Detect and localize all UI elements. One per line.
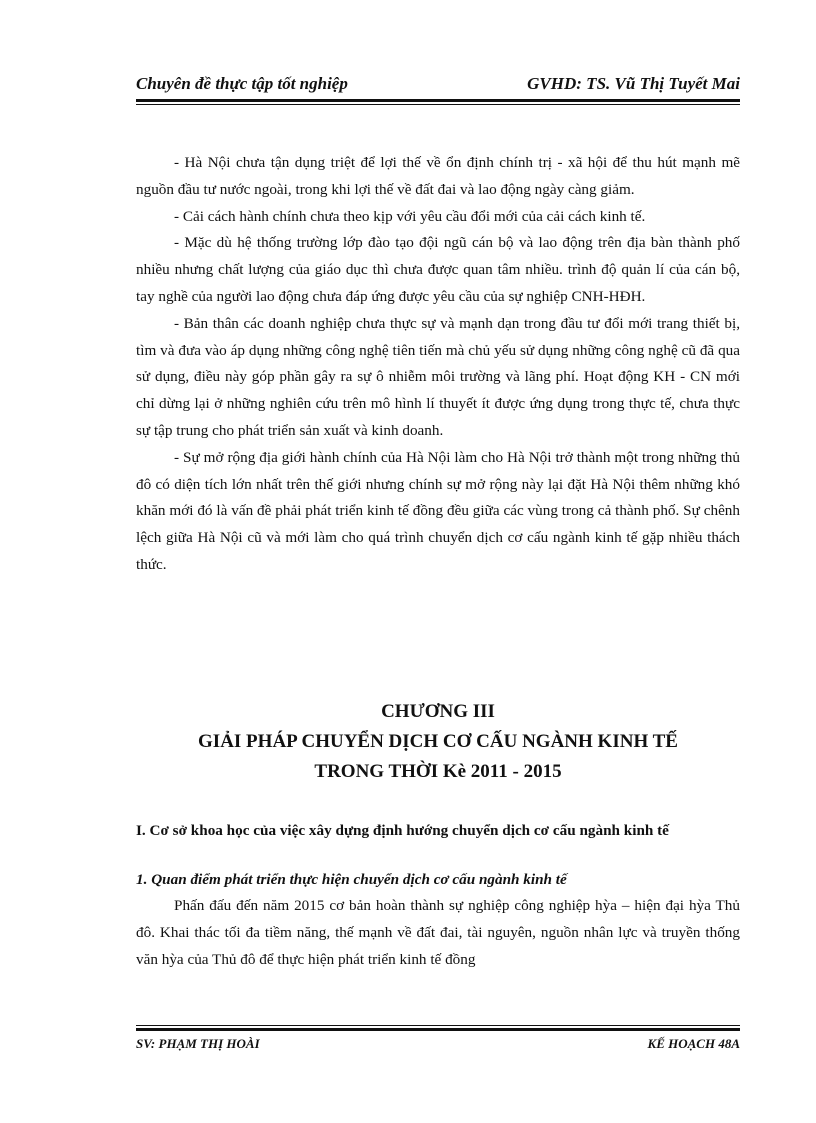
page-header [136, 74, 740, 94]
header-rule-thick [136, 99, 740, 102]
body-text [136, 150, 740, 579]
footer-student: SV: PHẠM THỊ HOÀI [136, 1036, 260, 1051]
chapter-heading [136, 697, 740, 787]
header-right-advisor: GVHD: TS. Vũ Thị Tuyết Mai [527, 74, 740, 93]
section-heading-I: I. Cơ sở khoa học của việc xây dựng định hướng chuyển dịch cơ cấu ngành kinh tế [136, 822, 669, 839]
paragraph-4: - Bản thân các doanh nghiệp chưa thực sự và mạnh dạn trong đầu tư đổi mới trang thiết bị, tìm và đưa vào áp dụng những công nghệ tiên tiến mà chủ yếu sử dụng những công nghệ cũ đã qua sử dụng, điều này góp phần gây ra sự ô nhiễm môi trường và lãng phí. Hoạt động KH - CN mới chỉ dừng lại ở những nghiên cứu trên mô hình lí thuyết ít được ứng dụng trong thực tế, chưa thực sự tập trung cho phát triển sản xuất và kinh doanh. [136, 314, 740, 439]
footer-class: KẾ HOẠCH 48A [647, 1036, 740, 1051]
paragraph-5: - Sự mở rộng địa giới hành chính của Hà Nội làm cho Hà Nội trở thành một trong những thủ đô có diện tích lớn nhất trên thế giới nhưng chính sự mở rộng này lại đặt Hà Nội thêm những khó khăn mới đó là vấn đề phải phát triển kinh tế đồng đều giữa các vùng trong cả thành phố. Sự chênh lệch giữa Hà Nội cũ và mới làm cho quá trình chuyển dịch cơ cấu ngành kinh tế gặp nhiều thách thức. [136, 448, 740, 573]
header-rule-thin [136, 104, 740, 105]
header-left-title: Chuyên đề thực tập tốt nghiệp [136, 74, 348, 93]
paragraph-2: - Cải cách hành chính chưa theo kịp với yêu cầu đổi mới của cải cách kinh tế. [174, 207, 646, 225]
subsection-heading-1: 1. Quan điểm phát triển thực hiện chuyển dịch cơ cấu ngành kinh tế [136, 871, 567, 888]
chapter-title-line2: TRONG THỜI Kè 2011 - 2015 [314, 761, 562, 782]
footer-rule-thin [136, 1025, 740, 1026]
paragraph-1: - Hà Nội chưa tận dụng triệt để lợi thế về ổn định chính trị - xã hội để thu hút mạnh mẽ nguồn đầu tư nước ngoài, trong khi lợi thế về đất đai và lao động ngày càng giảm. [136, 154, 740, 198]
paragraph-3: - Mặc dù hệ thống trường lớp đào tạo đội ngũ cán bộ và lao động trên địa bàn thành phố nhiều nhưng chất lượng của giáo dục thì chưa được quan tâm nhiều. trình độ quản lí của cán bộ, tay nghề của người lao động chưa đáp ứng được yêu cầu của sự nghiệp CNH-HĐH. [136, 234, 740, 305]
footer-rule-thick [136, 1028, 740, 1031]
page-footer [136, 1036, 740, 1052]
subsection-body [136, 893, 740, 973]
chapter-title-line1: GIẢI PHÁP CHUYỂN DỊCH CƠ CẤU NGÀNH KINH TẾ [198, 731, 678, 752]
subsection-paragraph: Phấn đấu đến năm 2015 cơ bản hoàn thành sự nghiệp công nghiệp hỳa – hiện đại hỳa Thủ đô. Khai thác tối đa tiềm năng, thế mạnh về đất đai, tài nguyên, nguồn nhân lực và truyền thống văn hỳa của Thủ đô để thực hiện phát triển kinh tế đồng [136, 897, 740, 968]
chapter-number: CHƯƠNG III [381, 701, 495, 722]
